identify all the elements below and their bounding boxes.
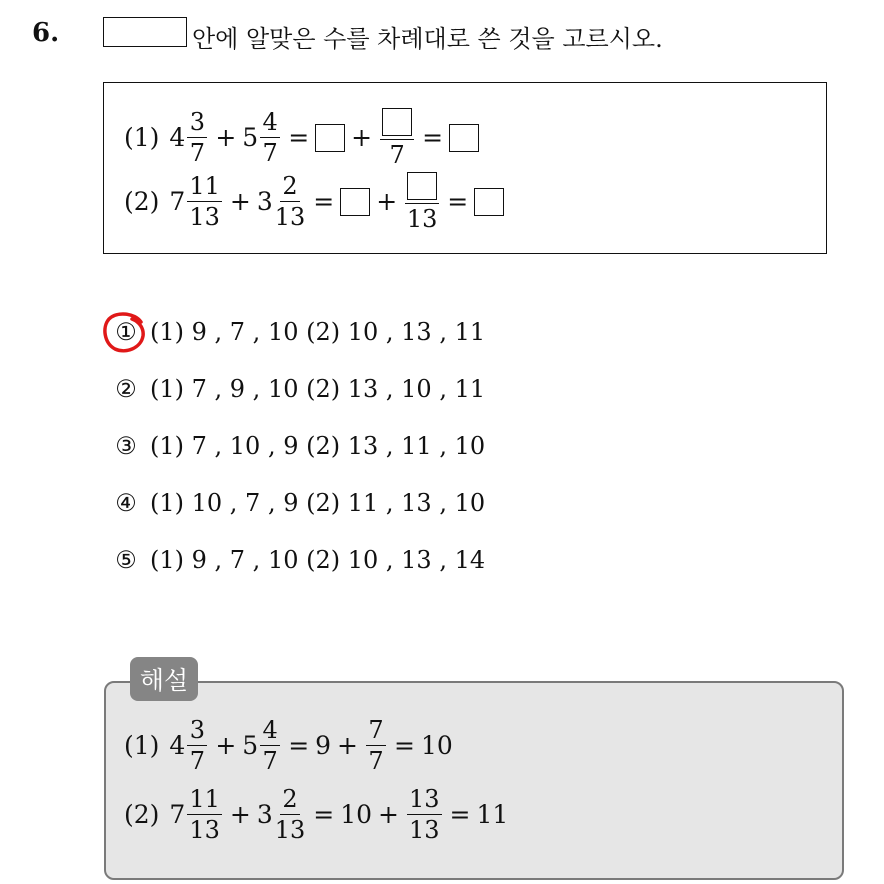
whole-part: 3 [256, 187, 273, 216]
denominator: 7 [189, 139, 205, 167]
mixed-number [169, 787, 223, 842]
numerator: 4 [260, 718, 280, 746]
fraction [275, 174, 306, 229]
fraction [187, 174, 222, 229]
denominator: 13 [189, 816, 220, 844]
denominator: 13 [409, 816, 440, 844]
mixed-number [169, 174, 223, 229]
whole-part: 4 [169, 123, 186, 152]
denominator: 13 [274, 816, 306, 844]
question-prompt: 안에 알맞은 수를 차례대로 쓴 것을 고르시오. [192, 25, 663, 53]
denominator: 7 [189, 747, 205, 775]
problem-line-1 [124, 108, 479, 167]
choice-text: (1) 9 , 7 , 10 (2) 10 , 13 , 14 [150, 546, 486, 574]
whole-result: 10 [340, 800, 373, 829]
choice-mark: ① [115, 318, 137, 346]
solution-label: (1) [124, 731, 160, 760]
final-result: 10 [420, 731, 453, 760]
answer-blank [315, 124, 345, 152]
solution-label: (2) [124, 800, 160, 829]
denominator: 13 [274, 203, 306, 231]
denominator: 7 [389, 141, 405, 169]
choice-1[interactable] [110, 318, 485, 346]
numerator: 11 [189, 172, 220, 200]
choice-text: (1) 10 , 7 , 9 (2) 11 , 13 , 10 [150, 489, 486, 517]
fraction [407, 787, 442, 842]
fraction [405, 172, 439, 231]
plus-sign: + [229, 187, 251, 216]
mixed-number [257, 174, 307, 229]
choice-text: (1) 9 , 7 , 10 (2) 10 , 13 , 11 [150, 318, 486, 346]
solution-tag: 해설 [130, 657, 198, 701]
denominator: 13 [406, 205, 438, 233]
blank-box-icon [103, 17, 187, 47]
denominator: 7 [262, 747, 278, 775]
choice-mark: ③ [115, 432, 137, 460]
final-result: 11 [476, 800, 509, 829]
numerator: 3 [187, 718, 207, 746]
problem-label: (1) [124, 123, 160, 152]
choice-text: (1) 7 , 10 , 9 (2) 13 , 11 , 10 [150, 432, 486, 460]
solution-line-2 [124, 787, 508, 842]
whole-part: 7 [169, 800, 186, 829]
equals-sign: = [447, 187, 469, 216]
choice-2[interactable] [110, 375, 485, 403]
whole-part: 4 [169, 731, 186, 760]
mixed-number [257, 787, 307, 842]
numerator: 4 [260, 110, 280, 138]
choice-mark: ② [115, 375, 137, 403]
solution-line-1 [124, 718, 453, 773]
numerator: 2 [280, 174, 300, 202]
numerator: 2 [280, 787, 300, 815]
choice-4[interactable] [110, 489, 485, 517]
plus-sign: + [337, 731, 358, 760]
whole-part: 5 [242, 731, 259, 760]
numerator: 13 [409, 785, 440, 813]
denominator: 7 [262, 139, 278, 167]
problem-label: (2) [124, 187, 160, 216]
denominator: 13 [189, 203, 220, 231]
mixed-number [242, 110, 282, 165]
choice-mark: ④ [115, 489, 137, 517]
equals-sign: = [288, 123, 310, 152]
answer-blank [474, 188, 504, 216]
fraction [187, 787, 222, 842]
fraction [366, 718, 386, 773]
fraction [260, 110, 280, 165]
answer-blank [407, 172, 437, 200]
choice-5[interactable] [110, 546, 485, 574]
numerator: 3 [187, 110, 207, 138]
fraction [187, 110, 207, 165]
mixed-number [169, 718, 209, 773]
plus-sign: + [215, 731, 237, 760]
equals-sign: = [313, 800, 335, 829]
whole-part: 3 [256, 800, 273, 829]
numerator: 7 [366, 718, 386, 746]
mixed-number [242, 718, 282, 773]
answer-blank [382, 108, 412, 136]
answer-blank [340, 188, 370, 216]
fraction [380, 108, 414, 167]
choice-text: (1) 7 , 9 , 10 (2) 13 , 10 , 11 [150, 375, 486, 403]
plus-sign: + [351, 123, 373, 152]
whole-part: 5 [242, 123, 259, 152]
choice-mark: ⑤ [115, 546, 137, 574]
answer-blank [449, 124, 479, 152]
equals-sign: = [394, 731, 415, 760]
plus-sign: + [378, 800, 399, 829]
equals-sign: = [313, 187, 335, 216]
plus-sign: + [229, 800, 251, 829]
denominator: 7 [368, 747, 384, 775]
solution-box [104, 681, 844, 880]
mixed-number [169, 110, 209, 165]
whole-part: 7 [169, 187, 186, 216]
equals-sign: = [449, 800, 471, 829]
fraction [275, 787, 306, 842]
problem-line-2 [124, 172, 504, 231]
fraction [260, 718, 280, 773]
equals-sign: = [288, 731, 310, 760]
plus-sign: + [215, 123, 237, 152]
numerator: 11 [189, 785, 220, 813]
question-number: 6. [32, 18, 60, 48]
plus-sign: + [376, 187, 398, 216]
whole-result: 9 [315, 731, 332, 760]
fraction [187, 718, 207, 773]
choice-3[interactable] [110, 432, 485, 460]
equals-sign: = [422, 123, 444, 152]
